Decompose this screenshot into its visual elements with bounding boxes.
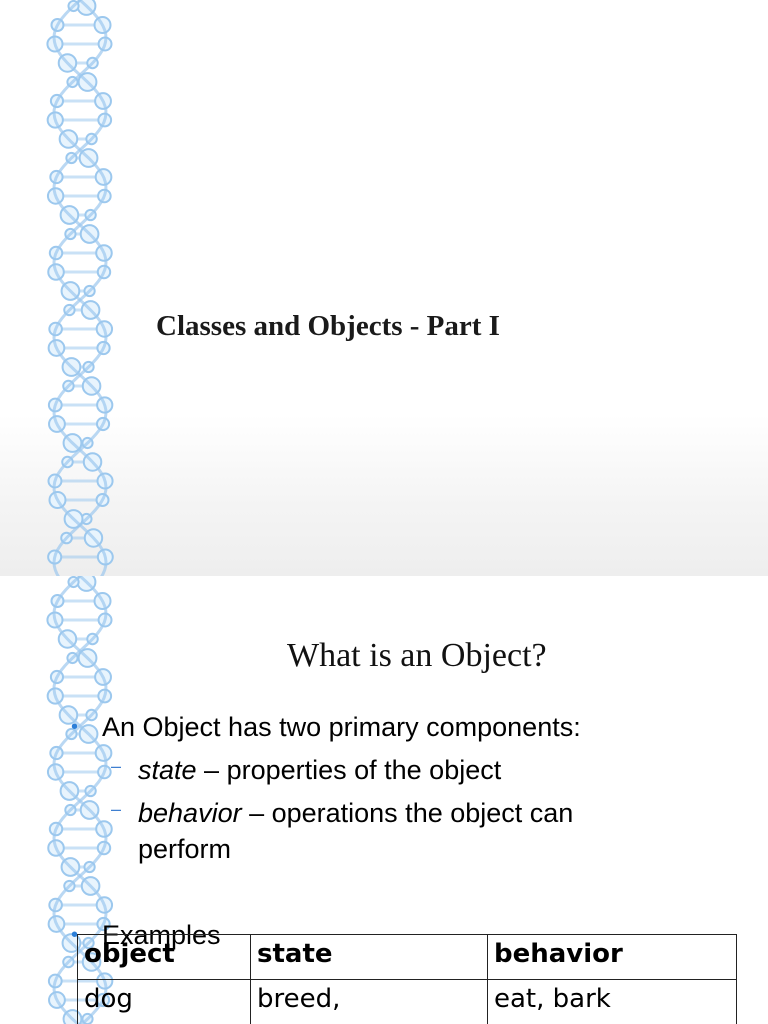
- dna-helix-icon: [30, 0, 130, 576]
- bullet-dot-icon: •: [71, 716, 79, 738]
- table-header-cell: behavior: [488, 935, 737, 980]
- sub-item-behavior: [111, 795, 638, 867]
- sub-item-text: – operations the object can perform: [138, 798, 574, 864]
- table-header-cell: object: [78, 935, 251, 980]
- sub-item-text: – properties of the object: [196, 755, 502, 785]
- sub-item-state: [111, 752, 502, 788]
- sub-item-term: behavior: [138, 798, 242, 828]
- table-cell: eat, bark: [488, 980, 737, 1024]
- slide-what-is-object: [0, 576, 768, 1024]
- bullet-dot-icon: •: [71, 924, 79, 946]
- table-row: [78, 980, 737, 1024]
- examples-table: [77, 934, 737, 1024]
- slide-title-text: Classes and Objects - Part I: [156, 310, 500, 342]
- sub-item-term: state: [138, 755, 197, 785]
- table-header-row: [78, 935, 737, 980]
- dash-icon: –: [111, 756, 122, 776]
- slide-heading: What is an Object?: [287, 637, 547, 674]
- dash-icon: –: [111, 799, 122, 819]
- table-header-cell: state: [251, 935, 488, 980]
- table-cell: breed,: [251, 980, 488, 1024]
- bullet-item: [71, 711, 581, 743]
- bullet-text: An Object has two primary components:: [102, 712, 581, 742]
- bullet-text: Examples: [102, 920, 221, 950]
- table-cell: dog: [78, 980, 251, 1024]
